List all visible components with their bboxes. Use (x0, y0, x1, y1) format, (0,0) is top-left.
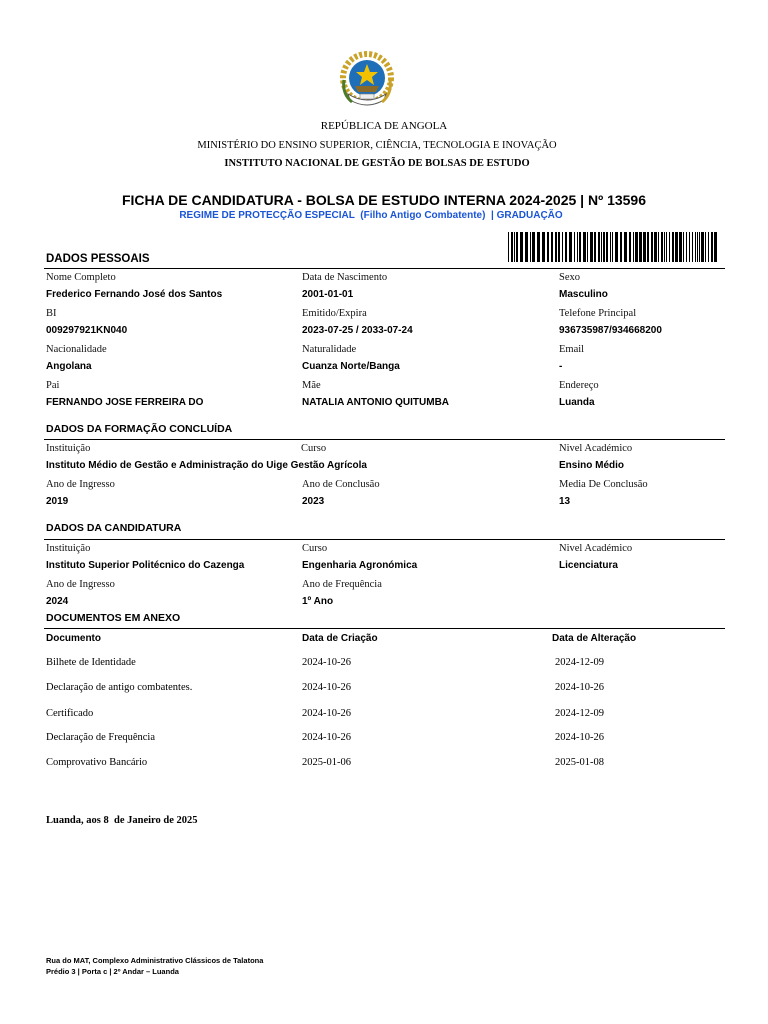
naturalidade-label: Naturalidade (302, 344, 357, 355)
page-subtitle: REGIME DE PROTECÇÃO ESPECIAL (Filho Antigo Combatente) | GRADUAÇÃO (179, 210, 563, 221)
cand-instituicao-value: Instituto Superior Politécnico do Cazenga (46, 560, 245, 571)
bi-value: 009297921KN040 (46, 325, 128, 336)
table-row (0, 657, 768, 675)
barcode-bar (590, 232, 593, 262)
sexo-value: Masculino (559, 289, 608, 300)
barcode-bar (565, 232, 567, 262)
barcode-bar (669, 232, 670, 262)
naturalidade-value: Cuanza Norte/Banga (302, 361, 400, 372)
barcode-bar (603, 232, 605, 262)
barcode-bar (661, 232, 663, 262)
barcode-bar (537, 232, 540, 262)
barcode-bar (601, 232, 602, 262)
formacao-conclusao-label: Ano de Conclusão (302, 479, 380, 490)
barcode-bar (651, 232, 653, 262)
nome-value: Frederico Fernando José dos Santos (46, 289, 223, 300)
cand-ingresso-value: 2024 (46, 596, 69, 607)
divider (44, 439, 725, 440)
barcode-bar (516, 232, 518, 262)
doc-modified: 2024-12-09 (555, 708, 604, 719)
ministry-heading: MINISTÉRIO DO ENSINO SUPERIOR, CIÊNCIA, TECNOLOGIA E INOVAÇÃO (197, 140, 557, 151)
angola-coat-of-arms-icon (338, 50, 396, 112)
barcode-bar (666, 232, 667, 262)
formacao-curso-label: Curso (301, 443, 327, 454)
table-row (0, 757, 768, 775)
barcode-bar (530, 232, 531, 262)
barcode-bar (610, 232, 611, 262)
barcode-bar (672, 232, 674, 262)
doc-created: 2024-10-26 (302, 682, 351, 693)
cand-instituicao-label: Instituição (46, 543, 91, 554)
email-label: Email (559, 344, 585, 355)
barcode-bar (714, 232, 717, 262)
cand-curso-label: Curso (302, 543, 328, 554)
barcode-bar (551, 232, 553, 262)
barcode-bar (692, 232, 693, 262)
cand-curso-value: Engenharia Agronómica (302, 560, 418, 571)
barcode-bar (679, 232, 682, 262)
barcode-bar (629, 232, 631, 262)
barcode-bar (520, 232, 523, 262)
sexo-label: Sexo (559, 272, 580, 283)
date-line: Luanda, aos 8 de Janeiro de 2025 (46, 815, 198, 826)
barcode-bar (697, 232, 698, 262)
barcode-bar (654, 232, 657, 262)
cand-ingresso-label: Ano de Ingresso (46, 579, 115, 590)
doc-modified: 2025-01-08 (555, 757, 604, 768)
formacao-media-value: 13 (559, 496, 571, 507)
barcode-bar (695, 232, 696, 262)
institute-heading: INSTITUTO NACIONAL DE GESTÃO DE BOLSAS DE ESTUDO (224, 158, 530, 169)
divider (44, 268, 725, 269)
table-row (0, 682, 768, 700)
barcode-icon (508, 232, 719, 262)
barcode-bar (532, 232, 535, 262)
barcode-bar (594, 232, 596, 262)
barcode-bar (562, 232, 563, 262)
endereco-label: Endereço (559, 380, 599, 391)
emitido-label: Emitido/Expira (302, 308, 367, 319)
barcode-bar (620, 232, 622, 262)
nome-label: Nome Completo (46, 272, 116, 283)
emitido-value: 2023-07-25 / 2033-07-24 (302, 325, 413, 336)
barcode-bar (699, 232, 700, 262)
cand-frequencia-label: Ano de Frequência (302, 579, 382, 590)
doc-name: Comprovativo Bancário (46, 757, 148, 768)
divider (44, 539, 725, 540)
barcode-bar (624, 232, 627, 262)
barcode-bar (612, 232, 613, 262)
nascimento-label: Data de Nascimento (302, 272, 388, 283)
doc-created: 2024-10-26 (302, 732, 351, 743)
barcode-bar (705, 232, 706, 262)
col-data-alteracao: Data de Alteração (552, 633, 637, 644)
barcode-bar (664, 232, 665, 262)
divider (44, 628, 725, 629)
barcode-bar (643, 232, 646, 262)
formacao-ingresso-label: Ano de Ingresso (46, 479, 115, 490)
footer-address-line2: Prédio 3 | Porta c | 2º Andar – Luanda (46, 967, 179, 976)
nacionalidade-label: Nacionalidade (46, 344, 107, 355)
doc-name: Certificado (46, 708, 94, 719)
formacao-instituicao-curso-value: Instituto Médio de Gestão e Administração do Uige Gestão Agrícola (46, 460, 367, 471)
telefone-value: 936735987/934668200 (559, 325, 662, 336)
cand-frequencia-value: 1º Ano (302, 596, 334, 607)
barcode-bar (675, 232, 678, 262)
doc-created: 2024-10-26 (302, 657, 351, 668)
barcode-bar (558, 232, 560, 262)
col-documento: Documento (46, 633, 101, 644)
barcode-bar (569, 232, 572, 262)
doc-name: Declaração de antigo combatentes. (46, 682, 193, 693)
section-candidatura: DADOS DA CANDIDATURA (46, 522, 182, 534)
formacao-instituicao-label: Instituição (46, 443, 91, 454)
barcode-bar (508, 232, 509, 262)
doc-name: Bilhete de Identidade (46, 657, 136, 668)
email-value: - (559, 361, 563, 372)
barcode-bar (542, 232, 545, 262)
barcode-bar (587, 232, 588, 262)
table-row (0, 732, 768, 750)
endereco-value: Luanda (559, 397, 595, 408)
formacao-conclusao-value: 2023 (302, 496, 325, 507)
barcode-bar (633, 232, 634, 262)
section-personal: DADOS PESSOAIS (46, 253, 150, 265)
table-row (0, 708, 768, 726)
col-data-criacao: Data de Criação (302, 633, 378, 644)
barcode-bar (689, 232, 690, 262)
section-documentos: DOCUMENTOS EM ANEXO (46, 612, 181, 624)
barcode-bar (708, 232, 709, 262)
republic-heading: REPÚBLICA DE ANGOLA (320, 120, 448, 132)
bi-label: BI (46, 308, 57, 319)
mae-label: Mãe (302, 380, 321, 391)
section-formacao: DADOS DA FORMAÇÃO CONCLUÍDA (46, 423, 233, 435)
barcode-bar (598, 232, 600, 262)
barcode-bar (577, 232, 578, 262)
doc-created: 2025-01-06 (302, 757, 351, 768)
barcode-bar (711, 232, 713, 262)
cand-nivel-value: Licenciatura (559, 560, 618, 571)
mae-value: NATALIA ANTONIO QUITUMBA (302, 397, 450, 408)
barcode-bar (647, 232, 649, 262)
barcode-bar (511, 232, 513, 262)
nascimento-value: 2001-01-01 (302, 289, 354, 300)
pai-value: FERNANDO JOSE FERREIRA DO (46, 397, 204, 408)
page-title: FICHA DE CANDIDATURA - BOLSA DE ESTUDO INTERNA 2024-2025 | Nº 13596 (121, 192, 646, 208)
barcode-bar (547, 232, 549, 262)
barcode-bar (514, 232, 515, 262)
barcode-bar (579, 232, 581, 262)
barcode-bar (574, 232, 575, 262)
doc-created: 2024-10-26 (302, 708, 351, 719)
formacao-media-label: Media De Conclusão (559, 479, 648, 490)
barcode-bar (686, 232, 687, 262)
barcode-bar (683, 232, 684, 262)
pai-label: Pai (46, 380, 60, 391)
barcode-bar (639, 232, 642, 262)
barcode-bar (615, 232, 618, 262)
barcode-bar (583, 232, 586, 262)
formacao-nivel-value: Ensino Médio (559, 460, 624, 471)
barcode-bar (606, 232, 608, 262)
cand-nivel-label: Nivel Académico (559, 543, 633, 554)
barcode-bar (701, 232, 704, 262)
formacao-nivel-label: Nivel Académico (559, 443, 633, 454)
footer-address-line1: Rua do MAT, Complexo Administrativo Clássicos de Talatona (46, 956, 264, 965)
barcode-bar (658, 232, 659, 262)
nacionalidade-value: Angolana (46, 361, 92, 372)
doc-modified: 2024-12-09 (555, 657, 604, 668)
barcode-bar (555, 232, 557, 262)
doc-modified: 2024-10-26 (555, 682, 604, 693)
formacao-ingresso-value: 2019 (46, 496, 69, 507)
doc-modified: 2024-10-26 (555, 732, 604, 743)
barcode-bar (635, 232, 638, 262)
telefone-label: Telefone Principal (559, 308, 637, 319)
doc-name: Declaração de Frequência (46, 732, 156, 743)
barcode-bar (525, 232, 528, 262)
